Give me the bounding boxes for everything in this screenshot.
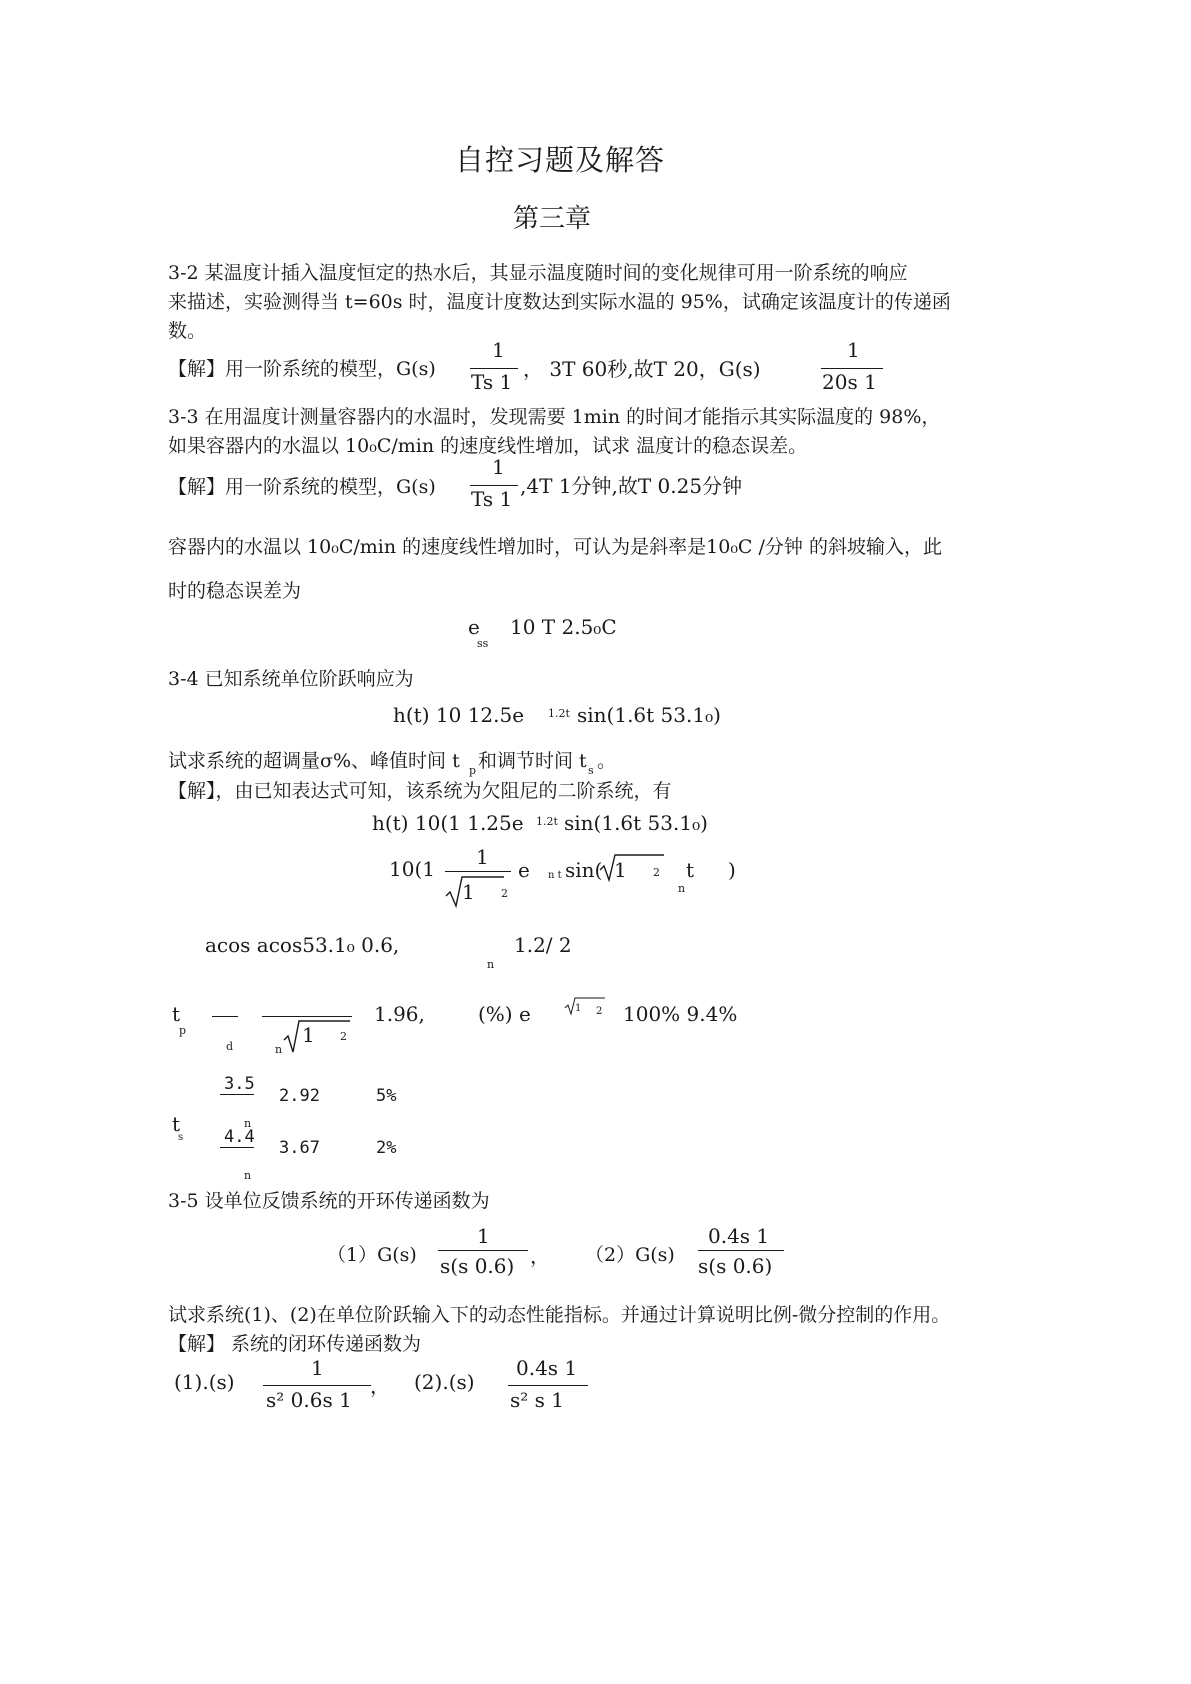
problem-3-3-line4: 时的稳态误差为 bbox=[168, 580, 302, 602]
fraction-bar bbox=[698, 1250, 784, 1251]
frac-denominator: s(s 0.6) bbox=[698, 1254, 773, 1278]
eq3-e: e bbox=[518, 858, 530, 882]
eq3-sin: sin( bbox=[565, 858, 603, 882]
h-exponent-1: 1.2t bbox=[548, 707, 570, 720]
frac-numerator: 1 bbox=[477, 1224, 490, 1248]
ts-2pct-n: n bbox=[244, 1169, 252, 1182]
h-expression-1: h(t) 10 12.5e bbox=[393, 703, 525, 727]
frac-denominator: Ts 1 bbox=[471, 370, 513, 394]
h-expression-1-tail: sin(1.6t 53.1₀) bbox=[577, 703, 721, 727]
eq3-exponent: n t bbox=[548, 870, 562, 881]
ess-expression: 10 T 2.5₀C bbox=[510, 615, 617, 639]
problem-3-4-line2c: 。 bbox=[597, 750, 617, 772]
ess-e: e bbox=[468, 615, 480, 639]
problem-3-3-line1: 3-3 在用温度计测量容器内的水温时，发现需要 1min 的时间才能指示其实际温度的 98%， bbox=[168, 406, 941, 428]
radicand: 1 bbox=[462, 880, 475, 904]
acos-line: acos acos53.1₀ 0.6, bbox=[205, 933, 400, 957]
ts-2pct-label: 2% bbox=[376, 1138, 397, 1158]
comma: ， bbox=[370, 1374, 390, 1398]
ts-t: t bbox=[172, 1112, 181, 1136]
tp-d: d bbox=[226, 1040, 234, 1053]
closed-loop-1-label: (1).(s) bbox=[174, 1370, 235, 1394]
overshoot-expr: (%) e bbox=[478, 1002, 531, 1026]
comma: ， bbox=[530, 1244, 550, 1268]
acos-subscript-n: n bbox=[487, 958, 495, 971]
frac-numerator: 1 bbox=[476, 845, 489, 869]
exponent: 2 bbox=[340, 1030, 347, 1043]
tp-t: t bbox=[172, 1002, 181, 1026]
problem-3-5-line1: 3-5 设单位反馈系统的开环传递函数为 bbox=[168, 1190, 490, 1212]
acos-tail: 1.2/ 2 bbox=[514, 933, 572, 957]
solution-3-3-tail: ,4T 1分钟,故T 0.25分钟 bbox=[520, 474, 743, 498]
h-expression-2: h(t) 10(1 1.25e bbox=[372, 811, 524, 835]
problem-3-5-line2: 试求系统(1)、(2)在单位阶跃输入下的动态性能指标。并通过计算说明比例-微分控制的作用。 bbox=[168, 1304, 951, 1326]
frac-numerator: 1 bbox=[492, 338, 505, 362]
problem-3-4-line2: 试求系统的超调量σ%、峰值时间 t bbox=[168, 750, 460, 772]
problem-3-2-line2: 来描述，实验测得当 t=60s 时，温度计度数达到实际水温的 95%，试确定该温度计的传递函 bbox=[168, 291, 951, 313]
problem-3-2-line1: 3-2 某温度计插入温度恒定的热水后，其显示温度随时间的变化规律可用一阶系统的响应 bbox=[168, 262, 908, 284]
frac-numerator: 0.4s 1 bbox=[516, 1356, 578, 1380]
problem-3-3-line2: 如果容器内的水温以 10₀C/min 的速度线性增加，试求 温度计的稳态误差。 bbox=[168, 435, 808, 457]
ts-5pct-value: 2.92 bbox=[279, 1086, 320, 1106]
fraction-bar bbox=[262, 1016, 352, 1017]
frac-denominator: s(s 0.6) bbox=[440, 1254, 515, 1278]
closed-loop-2-label: (2).(s) bbox=[414, 1370, 475, 1394]
problem-3-3-line3: 容器内的水温以 10₀C/min 的速度线性增加时，可认为是斜率是10₀C /分钟 的斜坡输入，此 bbox=[168, 536, 942, 558]
ess-subscript: ss bbox=[477, 637, 489, 650]
h-expression-2-tail: sin(1.6t 53.1₀) bbox=[564, 811, 708, 835]
eq3-lead: 10(1 bbox=[389, 857, 435, 881]
g2-label: （2）G(s) bbox=[585, 1244, 675, 1266]
solution-3-2: 【解】用一阶系统的模型，G(s) bbox=[168, 358, 436, 380]
fraction-bar bbox=[470, 485, 518, 486]
fraction-bar bbox=[821, 368, 883, 369]
ts-s: s bbox=[178, 1132, 184, 1143]
problem-3-2-line3: 数。 bbox=[168, 320, 207, 342]
solution-3-4: 【解】，由已知表达式可知，该系统为欠阻尼的二阶系统，有 bbox=[168, 780, 672, 802]
fraction-bar bbox=[263, 1385, 371, 1386]
tp-p: p bbox=[179, 1024, 187, 1037]
solution-3-3: 【解】用一阶系统的模型，G(s) bbox=[168, 476, 436, 498]
fraction-bar bbox=[220, 1147, 254, 1148]
frac-denominator: Ts 1 bbox=[471, 487, 513, 511]
ts-2pct-value: 3.67 bbox=[279, 1138, 320, 1158]
solution-3-2-mid: ， 3T 60秒,故T 20，G(s) bbox=[523, 357, 761, 381]
fraction-bar bbox=[470, 368, 518, 369]
chapter-heading: 第三章 bbox=[513, 204, 592, 234]
fraction-bar bbox=[445, 871, 511, 872]
exponent: 2 bbox=[653, 866, 660, 879]
tp-subscript: p bbox=[469, 764, 477, 777]
eq3-t: t bbox=[686, 858, 695, 882]
ts-subscript: s bbox=[588, 764, 594, 777]
radicand: 1 bbox=[575, 1003, 582, 1014]
eq3-subscript-n: n bbox=[678, 882, 686, 895]
frac-numerator: 1 bbox=[492, 455, 505, 479]
solution-3-5: 【解】 系统的闭环传递函数为 bbox=[168, 1333, 422, 1355]
tp-value: 1.96, bbox=[374, 1002, 425, 1026]
radicand: 1 bbox=[302, 1023, 315, 1047]
page-title: 自控习题及解答 bbox=[455, 143, 666, 177]
frac-numerator: 1 bbox=[311, 1356, 324, 1380]
fraction-bar bbox=[220, 1094, 254, 1095]
exponent: 2 bbox=[596, 1006, 603, 1017]
frac-numerator: 1 bbox=[847, 338, 860, 362]
ts-5pct-n: n bbox=[244, 1117, 252, 1130]
exponent: 2 bbox=[501, 887, 508, 900]
eq3-close: ) bbox=[728, 858, 736, 882]
sqrt-sign bbox=[444, 874, 506, 908]
fraction-bar bbox=[438, 1250, 528, 1251]
frac-numerator: 0.4s 1 bbox=[708, 1224, 770, 1248]
frac-denominator: s² s 1 bbox=[510, 1388, 564, 1412]
ts-5pct-numerator: 3.5 bbox=[224, 1074, 255, 1094]
problem-3-4-line1: 3-4 已知系统单位阶跃响应为 bbox=[168, 668, 414, 690]
fraction-bar bbox=[508, 1385, 588, 1386]
overshoot-value: 100% 9.4% bbox=[623, 1002, 738, 1026]
frac-denominator: 20s 1 bbox=[822, 370, 877, 394]
tp-n: n bbox=[275, 1043, 283, 1056]
g1-label: （1）G(s) bbox=[327, 1244, 417, 1266]
h-exponent-2: 1.2t bbox=[536, 815, 558, 828]
ts-2pct-numerator: 4.4 bbox=[224, 1127, 255, 1147]
radicand: 1 bbox=[614, 858, 627, 882]
frac-denominator: s² 0.6s 1 bbox=[266, 1388, 352, 1412]
fraction-bar bbox=[212, 1016, 238, 1017]
ts-5pct-label: 5% bbox=[376, 1086, 397, 1106]
problem-3-4-line2b: 和调节时间 t bbox=[478, 750, 587, 772]
